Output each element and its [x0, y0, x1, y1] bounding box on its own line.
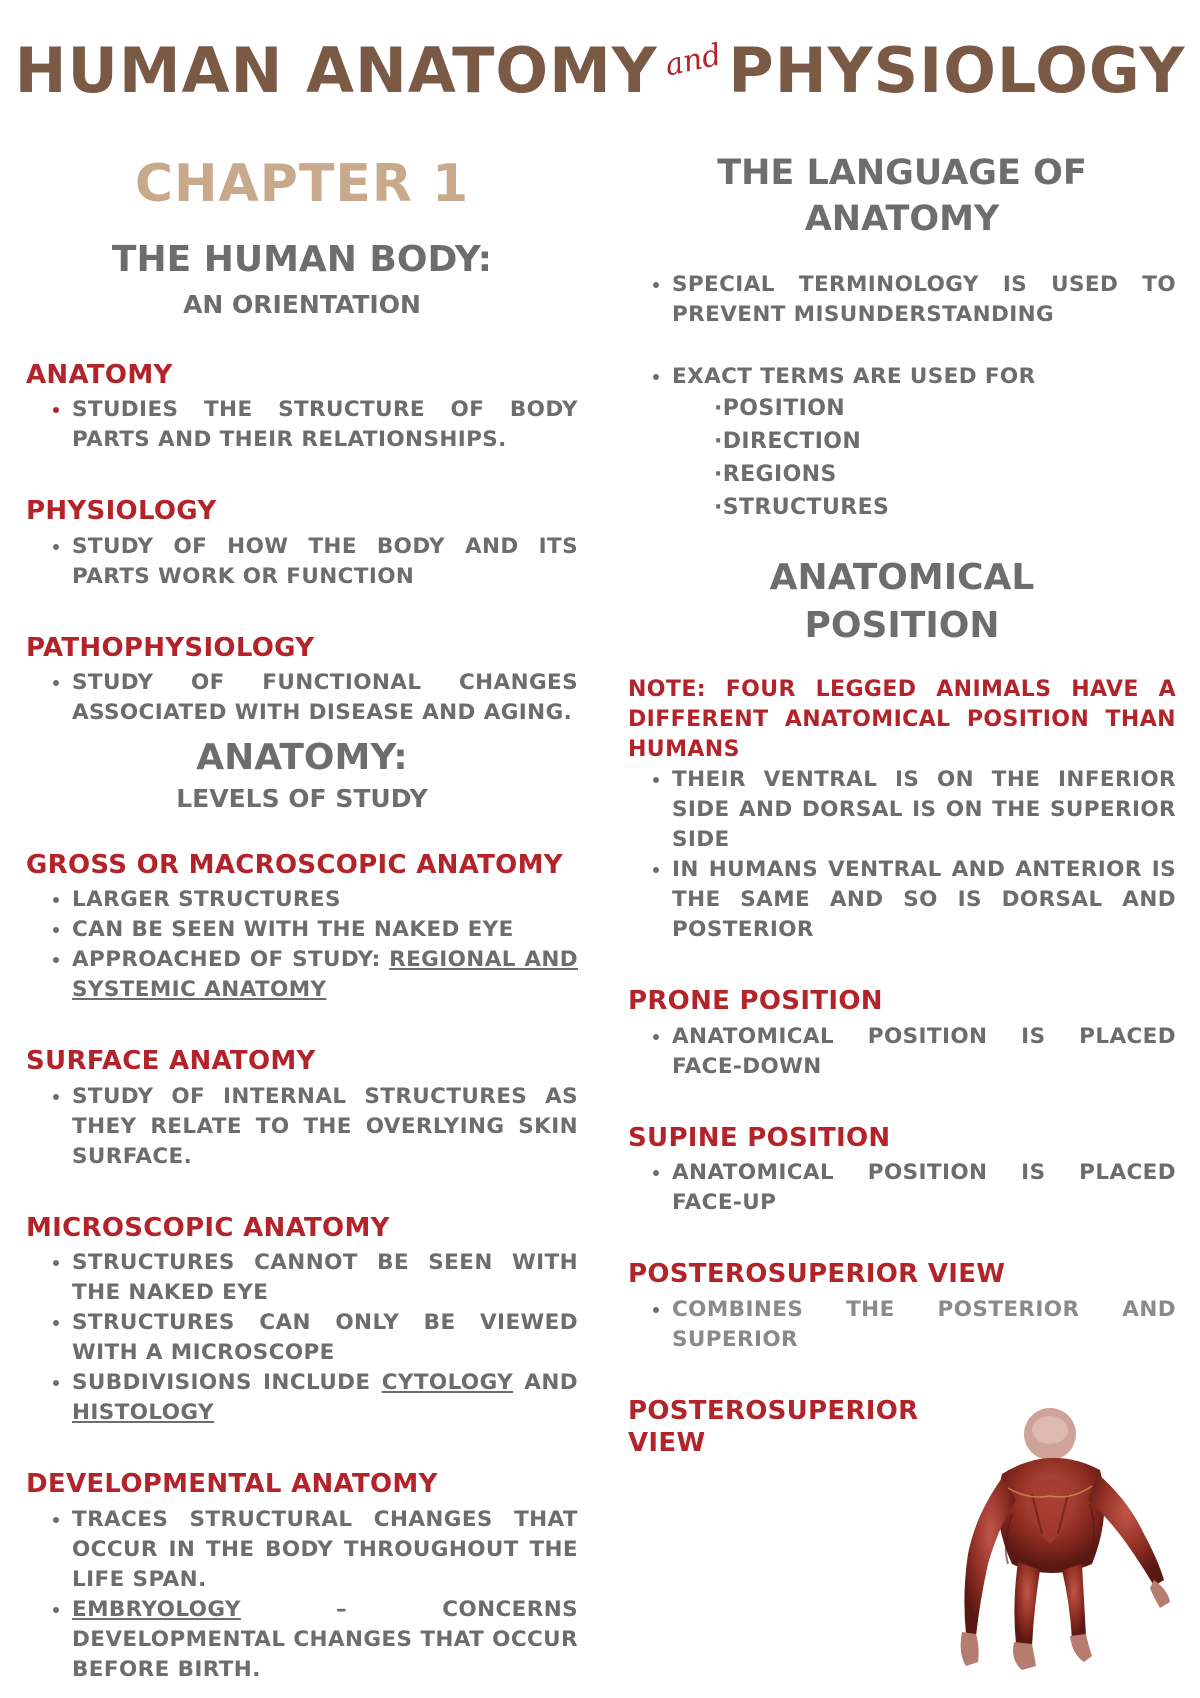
item-text: – CONCERNS DEVELOPMENTAL CHANGES THAT OCCUR BEFORE BIRTH. — [72, 1596, 578, 1682]
human-body-heading: THE HUMAN BODY: — [111, 239, 493, 280]
list-item: • SPECIAL TERMINOLOGY IS USED TO PREVENT MISUNDERSTANDING — [672, 270, 1176, 330]
list-item: • LARGER STRUCTURES — [72, 885, 578, 915]
list-item: • IN HUMANS VENTRAL AND ANTERIOR IS THE SAME AND SO IS DORSAL AND POSTERIOR — [672, 855, 1176, 945]
cytology-link[interactable]: CYTOLOGY — [381, 1370, 514, 1396]
language-heading: THE LANGUAGE OF ANATOMY — [717, 153, 1087, 240]
developmental-anatomy-title: DEVELOPMENTAL ANATOMY — [26, 1469, 438, 1500]
list-item: • STUDY OF FUNCTIONAL CHANGES ASSOCIATED WITH DISEASE AND AGING. — [72, 668, 578, 728]
anatomical-position-heading: ANATOMICAL POSITION — [769, 557, 1035, 646]
list-item: • ANATOMICAL POSITION IS PLACED FACE-UP — [672, 1158, 1176, 1218]
list-item: • ANATOMICAL POSITION IS PLACED FACE-DOWN — [672, 1022, 1176, 1082]
surface-anatomy-list — [26, 1082, 578, 1172]
microscopic-anatomy-title: MICROSCOPIC ANATOMY — [26, 1212, 390, 1243]
term-position: ·POSITION — [714, 396, 846, 422]
levels-subheading: LEVELS OF STUDY — [176, 783, 428, 813]
list-item: • EXACT TERMS ARE USED FOR — [672, 362, 1176, 392]
title-and: and — [661, 37, 725, 84]
microscopic-anatomy-list — [26, 1248, 578, 1428]
embryology-link[interactable]: EMBRYOLOGY — [72, 1596, 241, 1622]
item-text: APPROACHED OF STUDY: — [72, 947, 390, 973]
term-structures: ·STRUCTURES — [714, 495, 890, 521]
language-list — [628, 270, 1176, 330]
orientation-subheading: AN ORIENTATION — [183, 289, 421, 319]
list-item: • THEIR VENTRAL IS ON THE INFERIOR SIDE AND DORSAL IS ON THE SUPERIOR SIDE — [672, 765, 1176, 855]
histology-link[interactable]: HISTOLOGY — [72, 1400, 214, 1426]
levels-heading: ANATOMY: — [196, 737, 408, 779]
prone-position-title: PRONE POSITION — [628, 986, 883, 1017]
chapter-heading: CHAPTER 1 — [134, 154, 470, 214]
posterosuperior-view-title-2: POSTEROSUPERIOR VIEW — [628, 1395, 919, 1459]
note-list — [628, 765, 1176, 945]
item-text: AND — [513, 1370, 578, 1396]
physiology-list — [26, 532, 578, 592]
left-column — [26, 150, 578, 1685]
term-direction: ·DIRECTION — [714, 429, 862, 455]
supine-position-title: SUPINE POSITION — [628, 1122, 891, 1153]
supine-position-list — [628, 1158, 1176, 1218]
list-item — [72, 1595, 578, 1685]
list-item — [72, 945, 578, 1005]
anatomy-title: ANATOMY — [26, 359, 173, 390]
list-item: • STUDIES THE STRUCTURE OF BODY PARTS AND THEIR RELATIONSHIPS. — [72, 395, 578, 455]
muscle-figure-icon — [932, 1404, 1172, 1674]
pathophysiology-list — [26, 668, 578, 728]
surface-anatomy-title: SURFACE ANATOMY — [26, 1046, 316, 1077]
gross-anatomy-list — [26, 885, 578, 1005]
list-item: • TRACES STRUCTURAL CHANGES THAT OCCUR IN THE BODY THROUGHOUT THE LIFE SPAN. — [72, 1505, 578, 1595]
posterosuperior-view-title: POSTEROSUPERIOR VIEW — [628, 1259, 1006, 1290]
list-item: • STRUCTURES CANNOT BE SEEN WITH THE NAKED EYE — [72, 1248, 578, 1308]
regional-systemic-link[interactable]: REGIONAL AND SYSTEMIC ANATOMY — [72, 947, 578, 1003]
pathophysiology-title: PATHOPHYSIOLOGY — [26, 632, 315, 663]
posterosuperior-view-list — [628, 1295, 1176, 1355]
developmental-anatomy-list — [26, 1505, 578, 1685]
exact-terms-list — [628, 362, 1176, 392]
list-item: • COMBINES THE POSTERIOR AND SUPERIOR — [672, 1295, 1176, 1355]
term-regions: ·REGIONS — [714, 462, 837, 488]
list-item: • STUDY OF INTERNAL STRUCTURES AS THEY RELATE TO THE OVERLYING SKIN SURFACE. — [72, 1082, 578, 1172]
anatomy-list — [26, 395, 578, 455]
page-title — [0, 34, 1200, 107]
list-item: • STRUCTURES CAN ONLY BE VIEWED WITH A MICROSCOPE — [72, 1308, 578, 1368]
title-right: PHYSIOLOGY — [728, 34, 1186, 107]
list-item: • STUDY OF HOW THE BODY AND ITS PARTS WORK OR FUNCTION — [72, 532, 578, 592]
prone-position-list — [628, 1022, 1176, 1082]
right-column — [628, 150, 1176, 1460]
title-left: HUMAN ANATOMY — [14, 34, 658, 107]
list-item — [72, 1368, 578, 1428]
physiology-title: PHYSIOLOGY — [26, 496, 217, 527]
four-legged-note: NOTE: FOUR LEGGED ANIMALS HAVE A DIFFERENT ANATOMICAL POSITION THAN HUMANS — [628, 677, 1176, 763]
list-item: • CAN BE SEEN WITH THE NAKED EYE — [72, 915, 578, 945]
item-text: SUBDIVISIONS INCLUDE — [72, 1370, 382, 1396]
gross-anatomy-title: GROSS OR MACROSCOPIC ANATOMY — [26, 849, 563, 880]
